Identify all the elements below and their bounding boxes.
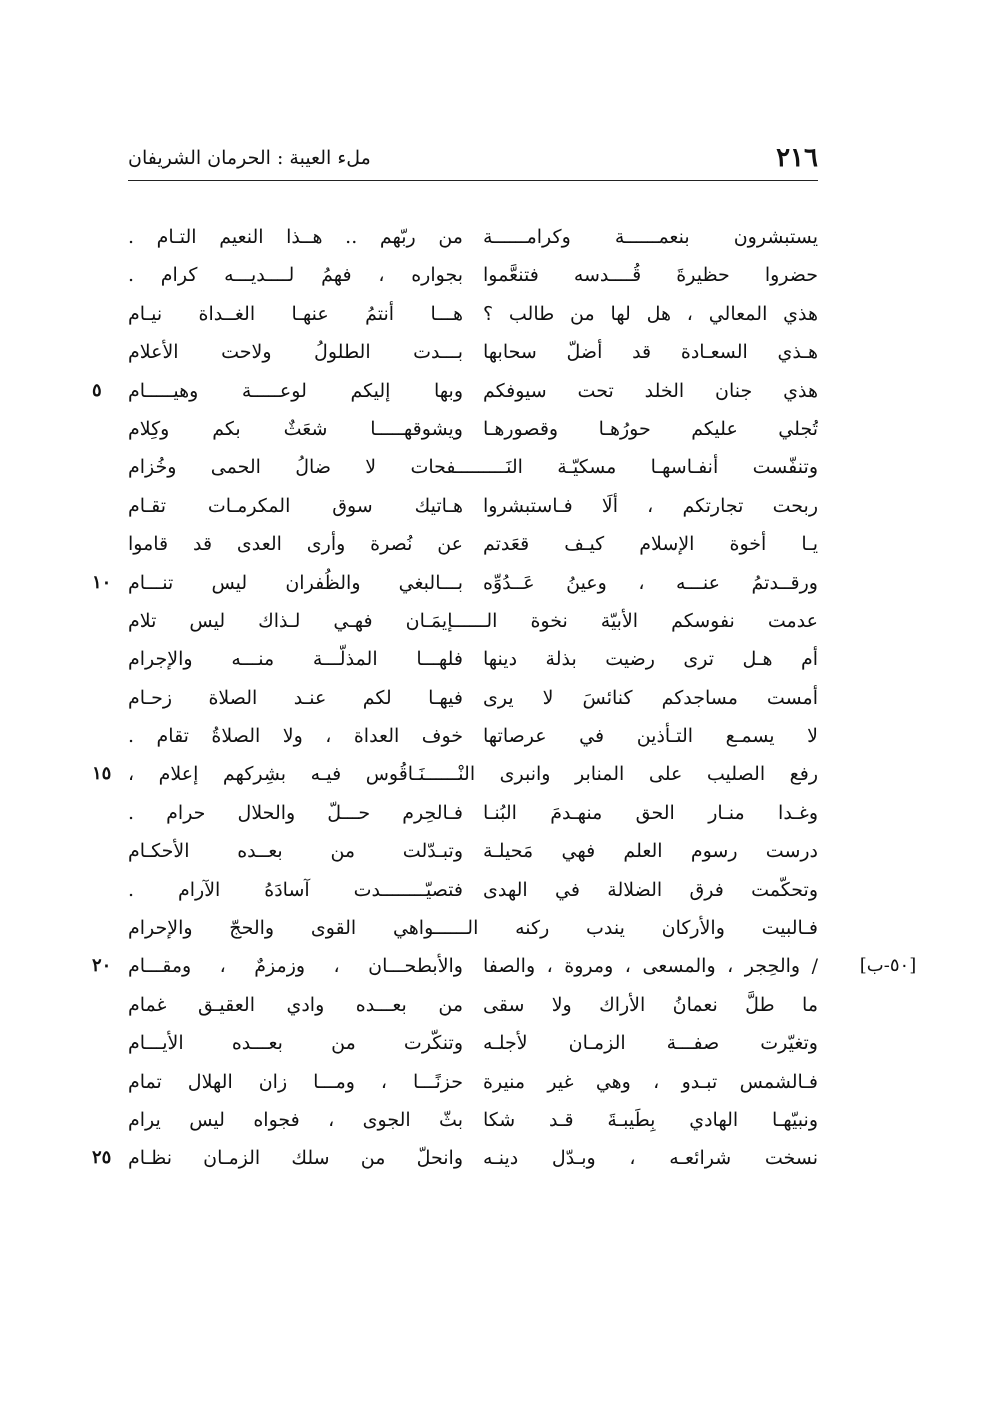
verse-second-hemistich: من ربّهم .. هــذا النعيم التـام .	[128, 226, 463, 248]
verse-full-line: عدمت نفوسكم الأبيّة نخوة الــــــإيمَـان فهـي لـذاك ليس تلام	[128, 609, 818, 632]
verse-second-hemistich: وتبـدّلت من بعــده الأحكـام	[128, 840, 463, 863]
verse-second-hemistich: وبها إليكم لوعـــــة وهيـــــام	[128, 379, 463, 402]
verse-first-hemistich: فـالشمس تبـدو ، وهي غير منيرة	[483, 1070, 818, 1093]
verse-first-hemistich: هذي المعالي ، هل لها من طالب ؟	[483, 302, 818, 325]
verse-line	[92, 947, 917, 985]
verse-line	[92, 1139, 818, 1177]
line-number: ٢٥	[92, 1147, 112, 1169]
verse-line	[128, 1024, 818, 1062]
verse-second-hemistich: بـــالبغي والظُفران ليس تنـــام	[128, 571, 463, 594]
verse-line	[128, 218, 818, 256]
verse-first-hemistich: وغـدا منـار الحق منهـدمَ البُنـا	[483, 801, 818, 824]
verse-full-line: وتنفّست أنفـاسهـا مسكيّـة النَـــــــــفحات لا ضالُ الحمى وخُزام	[128, 456, 818, 479]
verse-line	[92, 755, 818, 793]
verse-line	[128, 640, 818, 678]
verse-first-hemistich: لا يسمـع التـأذين في عرصاتها	[483, 725, 818, 748]
verse-first-hemistich: حضروا حظيرةَ قُــــدسه فتنعَّموا	[483, 264, 818, 287]
verse-second-hemistich: وانحلّ من سلك الزمـان نظـام	[128, 1147, 463, 1170]
line-number: ٢٠	[92, 955, 112, 977]
verse-first-hemistich: هذي جنان الخلد تحت سيوفكم	[483, 379, 818, 402]
verse-line	[128, 679, 818, 717]
verse-line	[128, 871, 818, 909]
line-number: ١٠	[92, 571, 112, 593]
verse-second-hemistich: ويشوقهـــــا شعَثٌ بكم وكِلام	[128, 417, 463, 440]
verse-line	[128, 256, 818, 294]
verse-line	[128, 909, 818, 947]
verse-first-hemistich: ما طلَّ نعمانُ الأراك ولا سقى	[483, 993, 818, 1016]
verse-line	[128, 1063, 818, 1101]
line-number: ٥	[92, 379, 102, 401]
verse-line	[92, 564, 818, 602]
verse-second-hemistich: بثّ الجوى ، فجواه ليس يرام	[128, 1108, 463, 1131]
verse-line	[128, 525, 818, 563]
verse-full-line: فـالبيت والأركان يندب ركنه الــــــواهي القوى والحجّ والإحرام	[128, 917, 818, 940]
verse-first-hemistich: وتغيّرت صفـــة الزمـان لأجلـه	[483, 1032, 818, 1055]
verse-first-hemistich: وتحكّمت فرق الضلالة في الهدى	[483, 878, 818, 901]
verse-full-line: رفع الصليب على المنابر وانبرى النْــــــنَـاقُوس فيـه بشِركهم إعلام ،	[128, 763, 818, 786]
verse-line	[128, 986, 818, 1024]
page-number: ٢١٦	[776, 143, 818, 173]
folio-marker: [٥٠-ب]	[859, 955, 917, 977]
poem-body	[92, 218, 917, 1178]
verse-line	[128, 1101, 818, 1139]
verse-first-hemistich: تُجلي عليكم حورُهـا وقصورهـا	[483, 417, 818, 440]
verse-line	[128, 832, 818, 870]
verse-second-hemistich: فتصيّــــــــدت آسادَهُ الآرام .	[128, 878, 463, 901]
verse-line	[128, 410, 818, 448]
line-number: ١٥	[92, 763, 112, 785]
verse-line	[128, 295, 818, 333]
verse-second-hemistich: بـــدت الطلولُ ولاحت الأعلام	[128, 341, 463, 364]
verse-first-hemistich: أمست مساجدكم كنائسَ لا يرى	[483, 686, 818, 709]
verse-first-hemistich: ورقــدتمُ عنـــه ، وعينُ عَــدُوِّه	[483, 571, 818, 594]
verse-first-hemistich: ربحت تجارتكم ، ألَا فـاستبشروا	[483, 494, 818, 517]
verse-second-hemistich: حزنًـــا ، ومـــا زان الهلال تمام	[128, 1070, 463, 1093]
verse-first-hemistich: يستبشرون بنعمــــــة وكرامــــــة	[483, 226, 818, 248]
verse-first-hemistich: / والحِجر ، والمسعى ، ومروة ، والصفا	[483, 955, 818, 978]
verse-first-hemistich: أم هـل ترى رضيت بذلة دينها	[483, 648, 818, 671]
verse-second-hemistich: هـــا أنتمُ عنهـا الغــداة نيـام	[128, 302, 463, 325]
header-rule	[128, 180, 818, 181]
running-title: ملء العيبة : الحرمان الشريفان	[128, 147, 371, 169]
verse-first-hemistich: درست رسوم العلم فهي مَحيلـة	[483, 840, 818, 863]
verse-line	[128, 717, 818, 755]
verse-second-hemistich: عن نُصرة وأرى العدى قد قاموا	[128, 533, 463, 556]
verse-line	[128, 487, 818, 525]
verse-second-hemistich: والأبطحـــان ، وزمزمٌ ، ومقـــام	[128, 955, 463, 978]
verse-second-hemistich: فـالحِرم حـــلّ والحلال حرام .	[128, 801, 463, 824]
verse-second-hemistich: بجواره ، فهمُ لــــديـــه كرام .	[128, 264, 463, 287]
verse-line	[128, 448, 818, 486]
verse-second-hemistich: فلهـــا المذلّـــة منـــه والإجرام	[128, 648, 463, 671]
verse-first-hemistich: هـذي السعـادة قد أضلّ سحابها	[483, 341, 818, 364]
verse-first-hemistich: يـا أخوة الإسلام كيـف قعَدتم	[483, 533, 818, 556]
verse-second-hemistich: من بعـــده وادي العقيـق غمام	[128, 993, 463, 1016]
verse-second-hemistich: خوف العداة ، ولا الصلاةُ تقام .	[128, 725, 463, 748]
verse-first-hemistich: ونبيّهـا الهادي بِطَيبـةَ قـد شكا	[483, 1108, 818, 1131]
verse-first-hemistich: نسخت شرائعـه ، وبـدّل دينـه	[483, 1147, 818, 1170]
verse-line	[92, 372, 818, 410]
verse-second-hemistich: فيهـا لكم عنـد الصلاة زحـام	[128, 686, 463, 709]
verse-line	[128, 333, 818, 371]
verse-second-hemistich: هـاتيك سوق المكرمـات تقـام	[128, 494, 463, 517]
page-header	[128, 138, 818, 178]
verse-line	[128, 602, 818, 640]
verse-second-hemistich: وتنكّرت من بعـــده الأيـــام	[128, 1032, 463, 1055]
verse-line	[128, 794, 818, 832]
